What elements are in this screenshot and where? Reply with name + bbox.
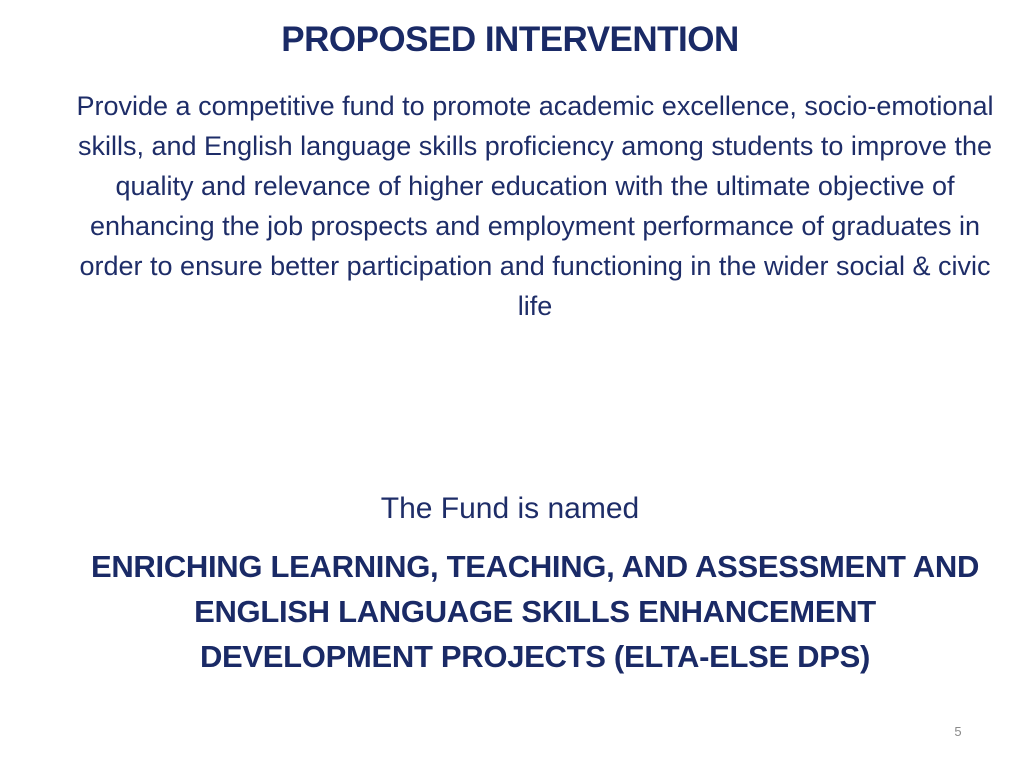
fund-intro-text: The Fund is named (380, 492, 640, 525)
page-number: 5 (954, 724, 962, 739)
fund-name: ENRICHING LEARNING, TEACHING, AND ASSESSMENT AND ENGLISH LANGUAGE SKILLS ENHANCEMENT DEVELOPMENT PROJECTS (ELTA-ELSE DPS) (90, 549, 980, 674)
intervention-description: Provide a competitive fund to promote academic excellence, socio-emotional skills, and English language skills proficiency among students to improve the quality and relevance of higher education with the ultimate objective of enhancing the job prospects and employment performance of graduates in order to ensure better participation and functioning in the wider social & civic life (76, 91, 994, 321)
slide-title: PROPOSED INTERVENTION (281, 20, 739, 59)
